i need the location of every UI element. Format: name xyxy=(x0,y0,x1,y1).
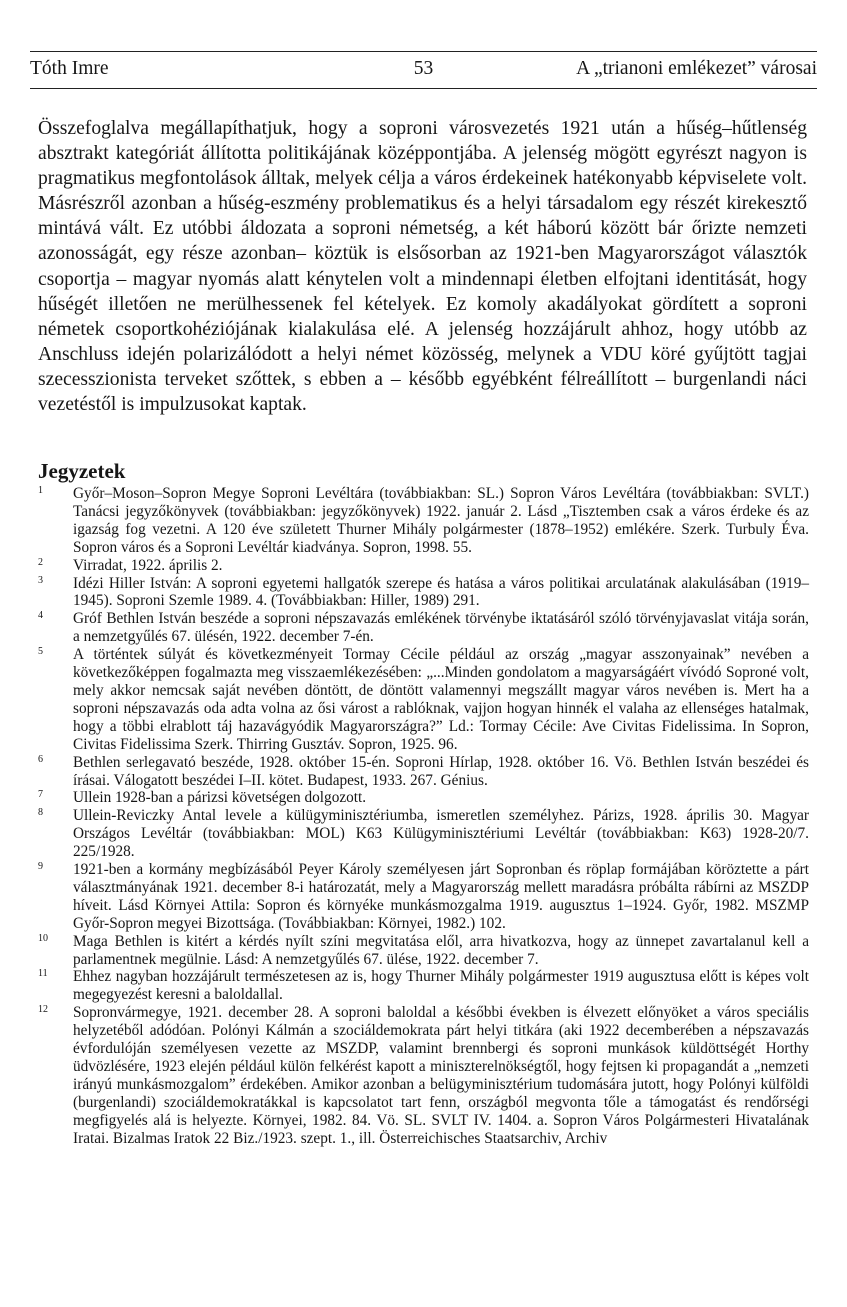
page-number: 53 xyxy=(413,58,434,79)
note-item xyxy=(38,754,809,790)
note-number: 7 xyxy=(38,789,43,801)
header-top-rule xyxy=(30,51,817,52)
note-item xyxy=(38,610,809,646)
note-number: 6 xyxy=(38,753,43,765)
note-item xyxy=(38,968,809,1004)
note-item xyxy=(38,1004,809,1147)
notes-list xyxy=(38,485,809,1148)
note-item xyxy=(38,485,809,557)
note-text: 1921-ben a kormány megbízásából Peyer Károly személyesen járt Sopronban és röplap formájában köröztette a párt választmányának 1921. december 8-i határozatát, mely a Magyarország mellett maradásra próbálta rábírni az MSZDP híveit. Lásd Környei Attila: Sopron és környéke munkásmozgalma 1919. augusztus 1–1924. Győr, 1982. MSZMP Győr-Sopron megyei Bizottsága. (Továbbiakban: Környei, 1982.) 102. xyxy=(73,861,809,932)
note-item xyxy=(38,861,809,933)
note-item xyxy=(38,789,809,807)
note-number: 8 xyxy=(38,807,43,819)
note-item xyxy=(38,933,809,969)
running-header xyxy=(30,54,817,84)
note-item xyxy=(38,807,809,861)
notes-heading: Jegyzetek xyxy=(38,459,126,483)
note-number: 3 xyxy=(38,574,43,586)
body-paragraph: Összefoglalva megállapíthatjuk, hogy a soproni városvezetés 1921 után a hűség–hűtlenség absztrakt kategóriát állította politikájának középpontjába. A jelenség mögött egyrészt nagyon is pragmatikus megfontolások álltak, melyek célja a város érdekeinek hatékonyabb képviselete volt. Másrészről azonban a hűség-eszmény problematikus és a helyi társadalom egy részét kirekesztő mintává vált. Ez utóbbi áldozata a soproni németség, a két háború között bár őrizte nemzeti azonosságát, egy része azonban– köztük is elsősorban az 1921-ben Magyarországot választók csoportja – magyar nyomás alatt kénytelen volt a mindennapi életben elfojtani identitását, hogy hűségét illetően ne merülhessenek fel kételyek. Ez komoly akadályokat gördített a soproni németek csoportkohéziójának kialakulása elé. A jelenség hozzájárult ahhoz, hogy utóbb az Anschluss idején polarizálódott a helyi német közösség, melynek a VDU köré gyűjtött tagjai szecesszionista terveket szőttek, s ebben a – később egyébként félreállított – burgenlandi náci vezetéstől is impulzusokat kaptak. xyxy=(38,118,807,416)
body-text xyxy=(38,116,807,417)
header-bottom-rule xyxy=(30,88,817,89)
note-number: 9 xyxy=(38,861,43,873)
note-item xyxy=(38,575,809,611)
header-author: Tóth Imre xyxy=(30,58,109,79)
note-text: Gróf Bethlen István beszéde a soproni népszavazás emlékének törvénybe iktatásáról szóló törvényjavaslat vitája során, a nemzetgyűlés 67. ülésén, 1922. december 7-én. xyxy=(73,610,809,646)
note-number: 10 xyxy=(38,932,48,944)
note-number: 11 xyxy=(38,968,48,980)
note-item xyxy=(38,646,809,753)
header-title: A „trianoni emlékezet” városai xyxy=(576,58,817,79)
note-number: 4 xyxy=(38,610,43,622)
note-text: A történtek súlyát és következményeit Tormay Cécile például az ország „magyar asszonyainak” nevében a következőképpen fogalmazta meg visszaemlékezésében: „...Minden gondolatom a magyarságáért vívódó Soproné volt, mely akkor nemcsak saját nevében döntött, de döntött valamennyi megszállt magyar város nevében is. Mert ha a soproni népszavazás oda adta volna az ősi várost a rablóknak, vajjon hogyan hinnék el valaha az ellenséges hatalmak, hogy a többi elrablott táj hazavágyódik Magyarországra?” Ld.: Tormay Cécile: Ave Civitas Fidelissima. In Sopron, Civitas Fidelissima Szerk. Thirring Gusztáv. Sopron, 1925. 96. xyxy=(73,646,809,753)
note-text: Ullein-Reviczky Antal levele a külügyminisztériumba, ismeretlen személyhez. Párizs, 1928. április 30. Magyar Országos Levéltár (továbbiakban: MOL) K63 Külügyminisztériumi Levéltár (továbbiakban: K63) 1928-20/7. 225/1928. xyxy=(73,807,809,861)
note-text: Idézi Hiller István: A soproni egyetemi hallgatók szerepe és hatása a város politikai arculatának alakulásában (1919–1945). Soproni Szemle 1989. 4. (Továbbiakban: Hiller, 1989) 291. xyxy=(73,574,809,610)
note-text: Győr–Moson–Sopron Megye Soproni Levéltára (továbbiakban: SL.) Sopron Város Levéltára (továbbiakban: SVLT.) Tanácsi jegyzőkönyvek (továbbiakban: jegyzőkönyvek) 1922. január 2. Lásd „Tisztemben csak a város érdeke és az igazság fog vezetni. A 120 éve született Thurner Mihály polgármester (1878–1952) emlékére. Szerk. Turbuly Éva. Sopron város és a Soproni Levéltár kiadványa. Sopron, 1998. 55. xyxy=(73,485,809,556)
note-number: 5 xyxy=(38,646,43,658)
note-text: Sopronvármegye, 1921. december 28. A soproni baloldal a későbbi években is élvezett előnyöket a város speciális helyzetéből adódóan. Polónyi Kálmán a szociáldemokrata párt helyi titkára (aki 1922 decemberében a népszavazás évfordulóján személyesen vezette az MSZDP, valamint brennbergi és soproni munkások küldöttségét Horthy üdvözlésére, 1923 elején például külön felkérést kapott a miniszterelnökségtől, hogy fejtsen ki propagandát a „nemzeti irányú munkásmozgalom” érdekében. Amikor azonban a belügyminisztérium tudomására jutott, hogy Polónyi külföldi (burgenlandi) szociáldemokratákkal is kapcsolatot tart fenn, országból megvonta tőle a támogatást és rendőrségi megfigyelés alá is helyezte. Környei, 1982. 84. Vö. SL. SVLT IV. 1404. a. Sopron Város Polgármesteri Hivatalának Iratai. Bizalmas Iratok 22 Biz./1923. szept. 1., ill. Österreichisches Staatsarchiv, Archiv xyxy=(73,1004,809,1147)
note-text: Maga Bethlen is kitért a kérdés nyílt színi megvitatása elől, arra hivatkozva, hogy az ünnepet zavartalanul kell a parlamentnek megülnie. Lásd: A nemzetgyűlés 67. ülése, 1922. december 7. xyxy=(73,932,809,968)
note-number: 12 xyxy=(38,1004,48,1016)
note-text: Ehhez nagyban hozzájárult természetesen az is, hogy Thurner Mihály polgármester 1919 augusztusa előtt is képes volt megegyezést keresni a baloldallal. xyxy=(73,968,809,1004)
note-text: Virradat, 1922. április 2. xyxy=(73,556,223,574)
note-number: 1 xyxy=(38,485,43,496)
note-text: Bethlen serlegavató beszéde, 1928. október 15-én. Soproni Hírlap, 1928. október 16. Vö. Bethlen István beszédei és írásai. Válogatott beszédei I–II. kötet. Budapest, 1933. 267. Génius. xyxy=(73,753,809,789)
note-number: 2 xyxy=(38,556,43,568)
note-item xyxy=(38,557,809,575)
note-text: Ullein 1928-ban a párizsi követségen dolgozott. xyxy=(73,789,367,807)
